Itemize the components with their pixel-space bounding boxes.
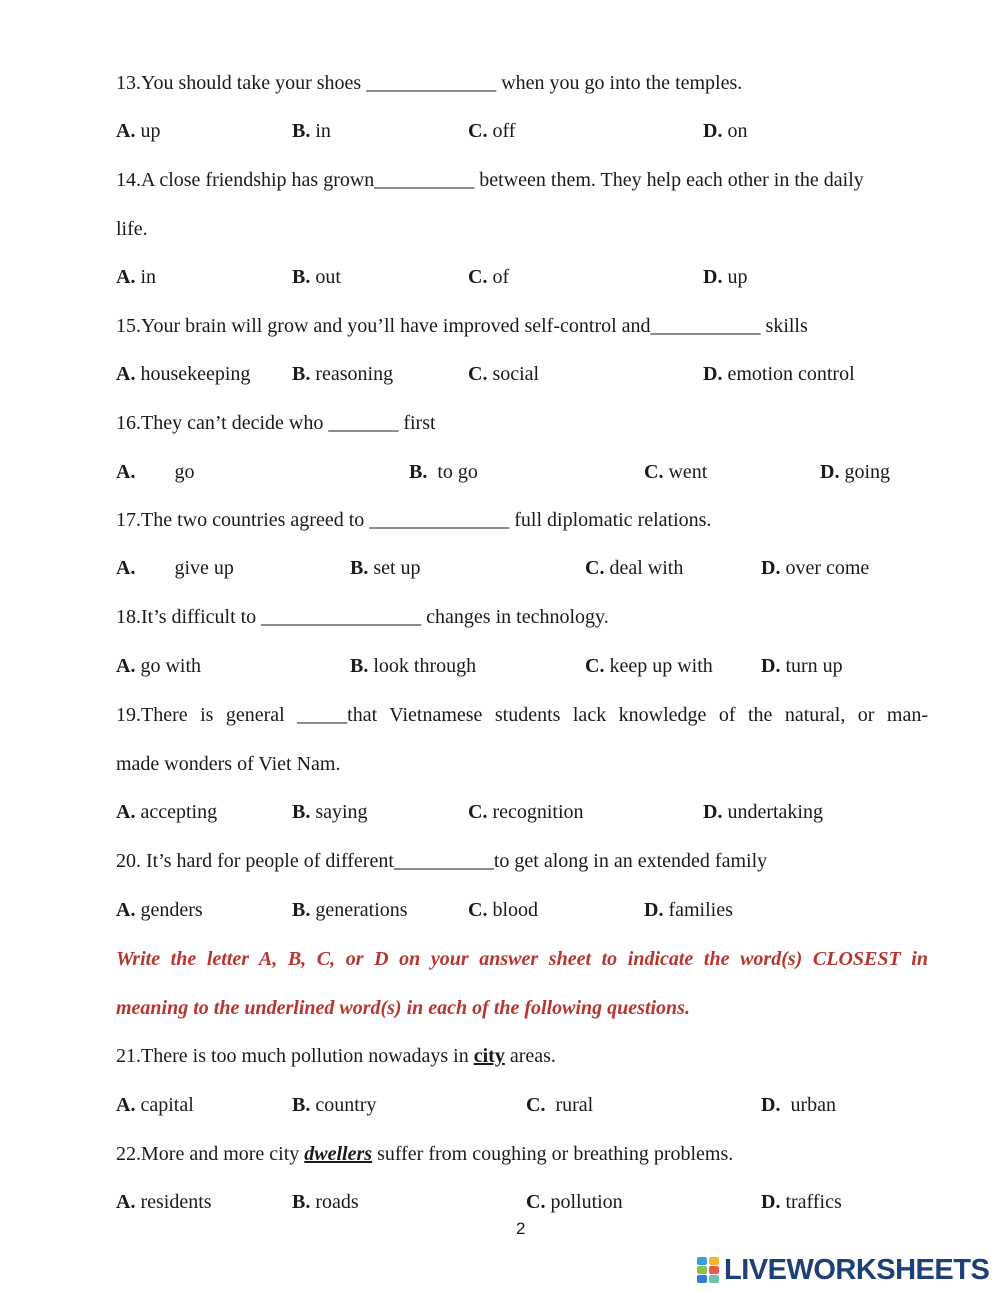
q16-option-b: B. to go: [409, 461, 478, 483]
q16-option-c: C. went: [644, 461, 708, 483]
q22-underlined-word: dwellers: [304, 1143, 373, 1165]
q19-option-a: A. accepting: [116, 801, 218, 823]
question-19-line-1: 19.There is general _____that Vietnamese students lack knowledge of the natural, or man-: [116, 704, 928, 726]
q14-option-a: A. in: [116, 266, 157, 288]
q18-option-c: C. keep up with: [585, 655, 713, 677]
question-18: 18.It’s difficult to ________________ changes in technology.: [116, 606, 609, 628]
q21-text-before: 21.There is too much pollution nowadays in: [116, 1045, 474, 1067]
q17-option-c: C. deal with: [585, 557, 684, 579]
q19-option-b: B. saying: [292, 801, 368, 823]
q13-option-b: B. in: [292, 120, 331, 142]
q15-option-b: B. reasoning: [292, 363, 394, 385]
q22-option-c: C. pollution: [526, 1191, 623, 1213]
question-17: 17.The two countries agreed to ______________ full diplomatic relations.: [116, 509, 712, 531]
page-number: 2: [516, 1219, 526, 1238]
question-22: [116, 1141, 733, 1167]
q13-option-c: C. off: [468, 120, 516, 142]
q15-option-a: A. housekeeping: [116, 363, 251, 385]
q17-option-d: D. over come: [761, 557, 870, 579]
q22-option-d: D. traffics: [761, 1191, 842, 1213]
q22-text-after: suffer from coughing or breathing problems.: [372, 1143, 734, 1165]
q14-option-b: B. out: [292, 266, 341, 288]
q17-option-a: A. give up: [116, 557, 234, 579]
question-14-line-1: 14.A close friendship has grown__________ between them. They help each other in the daily: [116, 169, 864, 191]
q21-option-d: D. urban: [761, 1094, 836, 1116]
q16-option-a: A. go: [116, 461, 195, 483]
q15-option-c: C. social: [468, 363, 540, 385]
question-16: 16.They can’t decide who _______ first: [116, 412, 436, 434]
q21-underlined-word: city: [473, 1045, 505, 1067]
q22-option-a: A. residents: [116, 1191, 212, 1213]
question-20: 20. It’s hard for people of different__________to get along in an extended family: [116, 850, 768, 872]
q13-option-d: D. on: [703, 120, 748, 142]
question-19-line-2: made wonders of Viet Nam.: [116, 753, 341, 775]
q20-option-a: A. genders: [116, 899, 203, 921]
q19-option-d: D. undertaking: [703, 801, 823, 823]
question-21: [116, 1043, 556, 1069]
q14-option-c: C. of: [468, 266, 510, 288]
q18-option-b: B. look through: [350, 655, 477, 677]
q20-option-d: D. families: [644, 899, 733, 921]
q20-option-c: C. blood: [468, 899, 539, 921]
q21-option-b: B. country: [292, 1094, 377, 1116]
q21-text-after: areas.: [504, 1045, 556, 1067]
q15-option-d: D. emotion control: [703, 363, 855, 385]
q14-option-d: D. up: [703, 266, 748, 288]
q13-option-a: A. up: [116, 120, 161, 142]
q18-option-a: A. go with: [116, 655, 202, 677]
q18-option-d: D. turn up: [761, 655, 843, 677]
question-13: 13.You should take your shoes _____________ when you go into the temples.: [116, 72, 743, 94]
q21-option-a: A. capital: [116, 1094, 194, 1116]
q22-text-before: 22.More and more city: [116, 1143, 305, 1165]
brand-name: LIVEWORKSHEETS: [724, 1254, 990, 1286]
instruction-line-2: meaning to the underlined word(s) in each of the following questions.: [116, 997, 690, 1019]
q16-option-d: D. going: [820, 461, 891, 483]
q17-option-b: B. set up: [350, 557, 421, 579]
liveworksheets-brand: [697, 1254, 989, 1286]
instruction-line-1: Write the letter A, B, C, or D on your answer sheet to indicate the word(s) CLOSEST in: [116, 948, 928, 970]
q19-option-c: C. recognition: [468, 801, 584, 823]
question-15: 15.Your brain will grow and you’ll have improved self-control and___________ skills: [116, 315, 808, 337]
q21-option-c: C. rural: [526, 1094, 594, 1116]
q22-option-b: B. roads: [292, 1191, 359, 1213]
liveworksheets-logo-icon: [697, 1257, 721, 1283]
q20-option-b: B. generations: [292, 899, 408, 921]
question-14-line-2: life.: [116, 218, 148, 240]
